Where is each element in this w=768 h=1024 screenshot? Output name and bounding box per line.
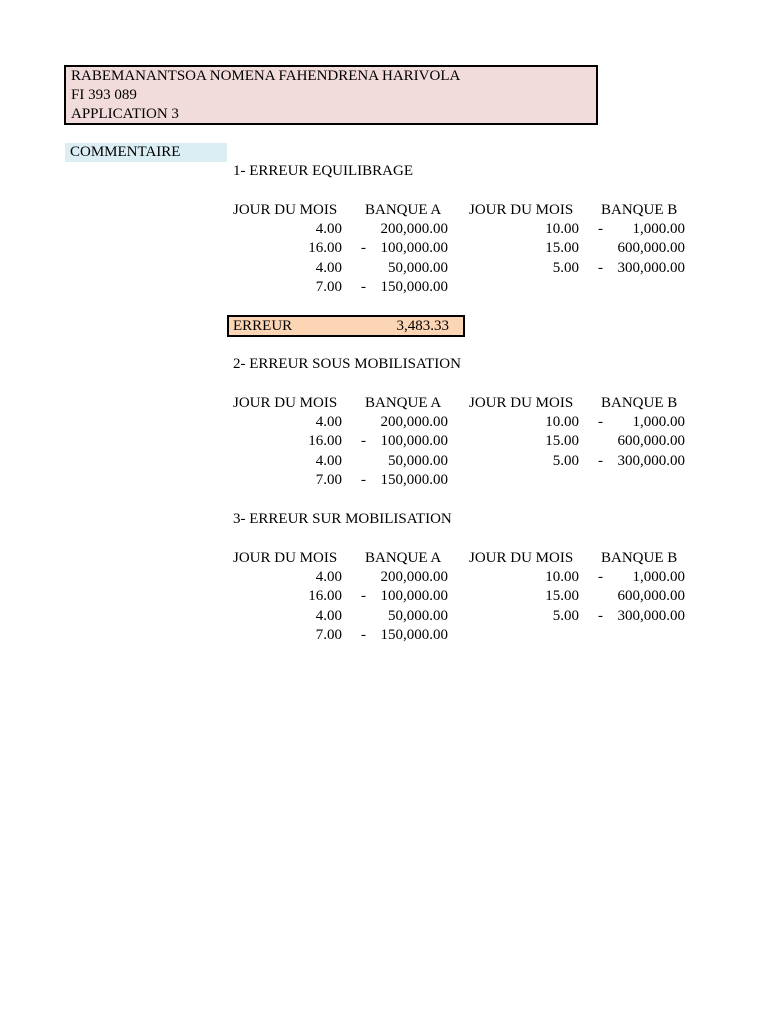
sign-cell: - — [361, 433, 366, 450]
student-id: FI 393 089 — [71, 87, 137, 103]
jour-cell: 16.00 — [308, 588, 342, 605]
jour-cell: 7.00 — [315, 471, 342, 488]
amount-cell: 150,000.00 — [380, 278, 448, 295]
col-header-jour-b: JOUR DU MOIS — [469, 395, 574, 411]
sign-cell: - — [598, 221, 603, 237]
col-header-banque-b: BANQUE B — [601, 202, 678, 218]
amount-cell: 300,000.00 — [617, 452, 685, 469]
jour-cell: 10.00 — [545, 414, 579, 430]
jour-cell: 4.00 — [315, 259, 342, 276]
col-header-banque-a: BANQUE A — [365, 550, 442, 566]
amount-cell: 200,000.00 — [380, 414, 448, 430]
amount-cell: 1,000.00 — [632, 569, 685, 585]
jour-cell: 5.00 — [552, 259, 579, 276]
jour-cell: 10.00 — [545, 221, 579, 237]
amount-cell: 200,000.00 — [380, 569, 448, 585]
sign-cell: - — [598, 259, 603, 276]
amount-cell: 150,000.00 — [380, 626, 448, 643]
sign-cell: - — [361, 278, 366, 295]
section-title: 2- ERREUR SOUS MOBILISATION — [233, 356, 461, 372]
jour-cell: 15.00 — [545, 240, 579, 257]
sign-cell: - — [598, 569, 603, 585]
amount-cell: 1,000.00 — [632, 221, 685, 237]
amount-cell: 150,000.00 — [380, 471, 448, 488]
sign-cell: - — [598, 452, 603, 469]
amount-cell: 50,000.00 — [388, 452, 448, 469]
jour-cell: 4.00 — [315, 607, 342, 624]
amount-cell: 100,000.00 — [380, 240, 448, 257]
col-header-banque-a: BANQUE A — [365, 395, 442, 411]
jour-cell: 7.00 — [315, 626, 342, 643]
col-header-jour-b: JOUR DU MOIS — [469, 202, 574, 218]
amount-cell: 100,000.00 — [380, 588, 448, 605]
jour-cell: 7.00 — [315, 278, 342, 295]
error-value: 3,483.33 — [396, 318, 449, 334]
amount-cell: 200,000.00 — [380, 221, 448, 237]
jour-cell: 16.00 — [308, 433, 342, 450]
section-title: 3- ERREUR SUR MOBILISATION — [233, 511, 452, 527]
jour-cell: 4.00 — [315, 452, 342, 469]
section-title: 1- ERREUR EQUILIBRAGE — [233, 163, 413, 179]
jour-cell: 5.00 — [552, 452, 579, 469]
jour-cell: 4.00 — [315, 569, 342, 585]
amount-cell: 50,000.00 — [388, 259, 448, 276]
col-header-banque-b: BANQUE B — [601, 550, 678, 566]
amount-cell: 600,000.00 — [617, 240, 685, 257]
sign-cell: - — [598, 414, 603, 430]
col-header-jour-a: JOUR DU MOIS — [233, 202, 338, 218]
jour-cell: 16.00 — [308, 240, 342, 257]
col-header-jour-a: JOUR DU MOIS — [233, 395, 338, 411]
jour-cell: 15.00 — [545, 433, 579, 450]
sign-cell: - — [361, 626, 366, 643]
col-header-jour-b: JOUR DU MOIS — [469, 550, 574, 566]
student-name: RABEMANANTSOA NOMENA FAHENDRENA HARIVOLA — [71, 68, 461, 84]
jour-cell: 15.00 — [545, 588, 579, 605]
sign-cell: - — [361, 240, 366, 257]
jour-cell: 5.00 — [552, 607, 579, 624]
amount-cell: 600,000.00 — [617, 588, 685, 605]
col-header-banque-b: BANQUE B — [601, 395, 678, 411]
amount-cell: 300,000.00 — [617, 607, 685, 624]
application-title: APPLICATION 3 — [71, 106, 179, 122]
sign-cell: - — [598, 607, 603, 624]
col-header-jour-a: JOUR DU MOIS — [233, 550, 338, 566]
error-label: ERREUR — [233, 318, 293, 334]
comment-label: COMMENTAIRE — [65, 143, 227, 162]
error-result-box — [227, 315, 465, 337]
student-info-box — [64, 65, 598, 125]
jour-cell: 4.00 — [315, 414, 342, 430]
amount-cell: 300,000.00 — [617, 259, 685, 276]
jour-cell: 10.00 — [545, 569, 579, 585]
jour-cell: 4.00 — [315, 221, 342, 237]
sign-cell: - — [361, 471, 366, 488]
col-header-banque-a: BANQUE A — [365, 202, 442, 218]
amount-cell: 1,000.00 — [632, 414, 685, 430]
amount-cell: 100,000.00 — [380, 433, 448, 450]
amount-cell: 600,000.00 — [617, 433, 685, 450]
amount-cell: 50,000.00 — [388, 607, 448, 624]
sign-cell: - — [361, 588, 366, 605]
